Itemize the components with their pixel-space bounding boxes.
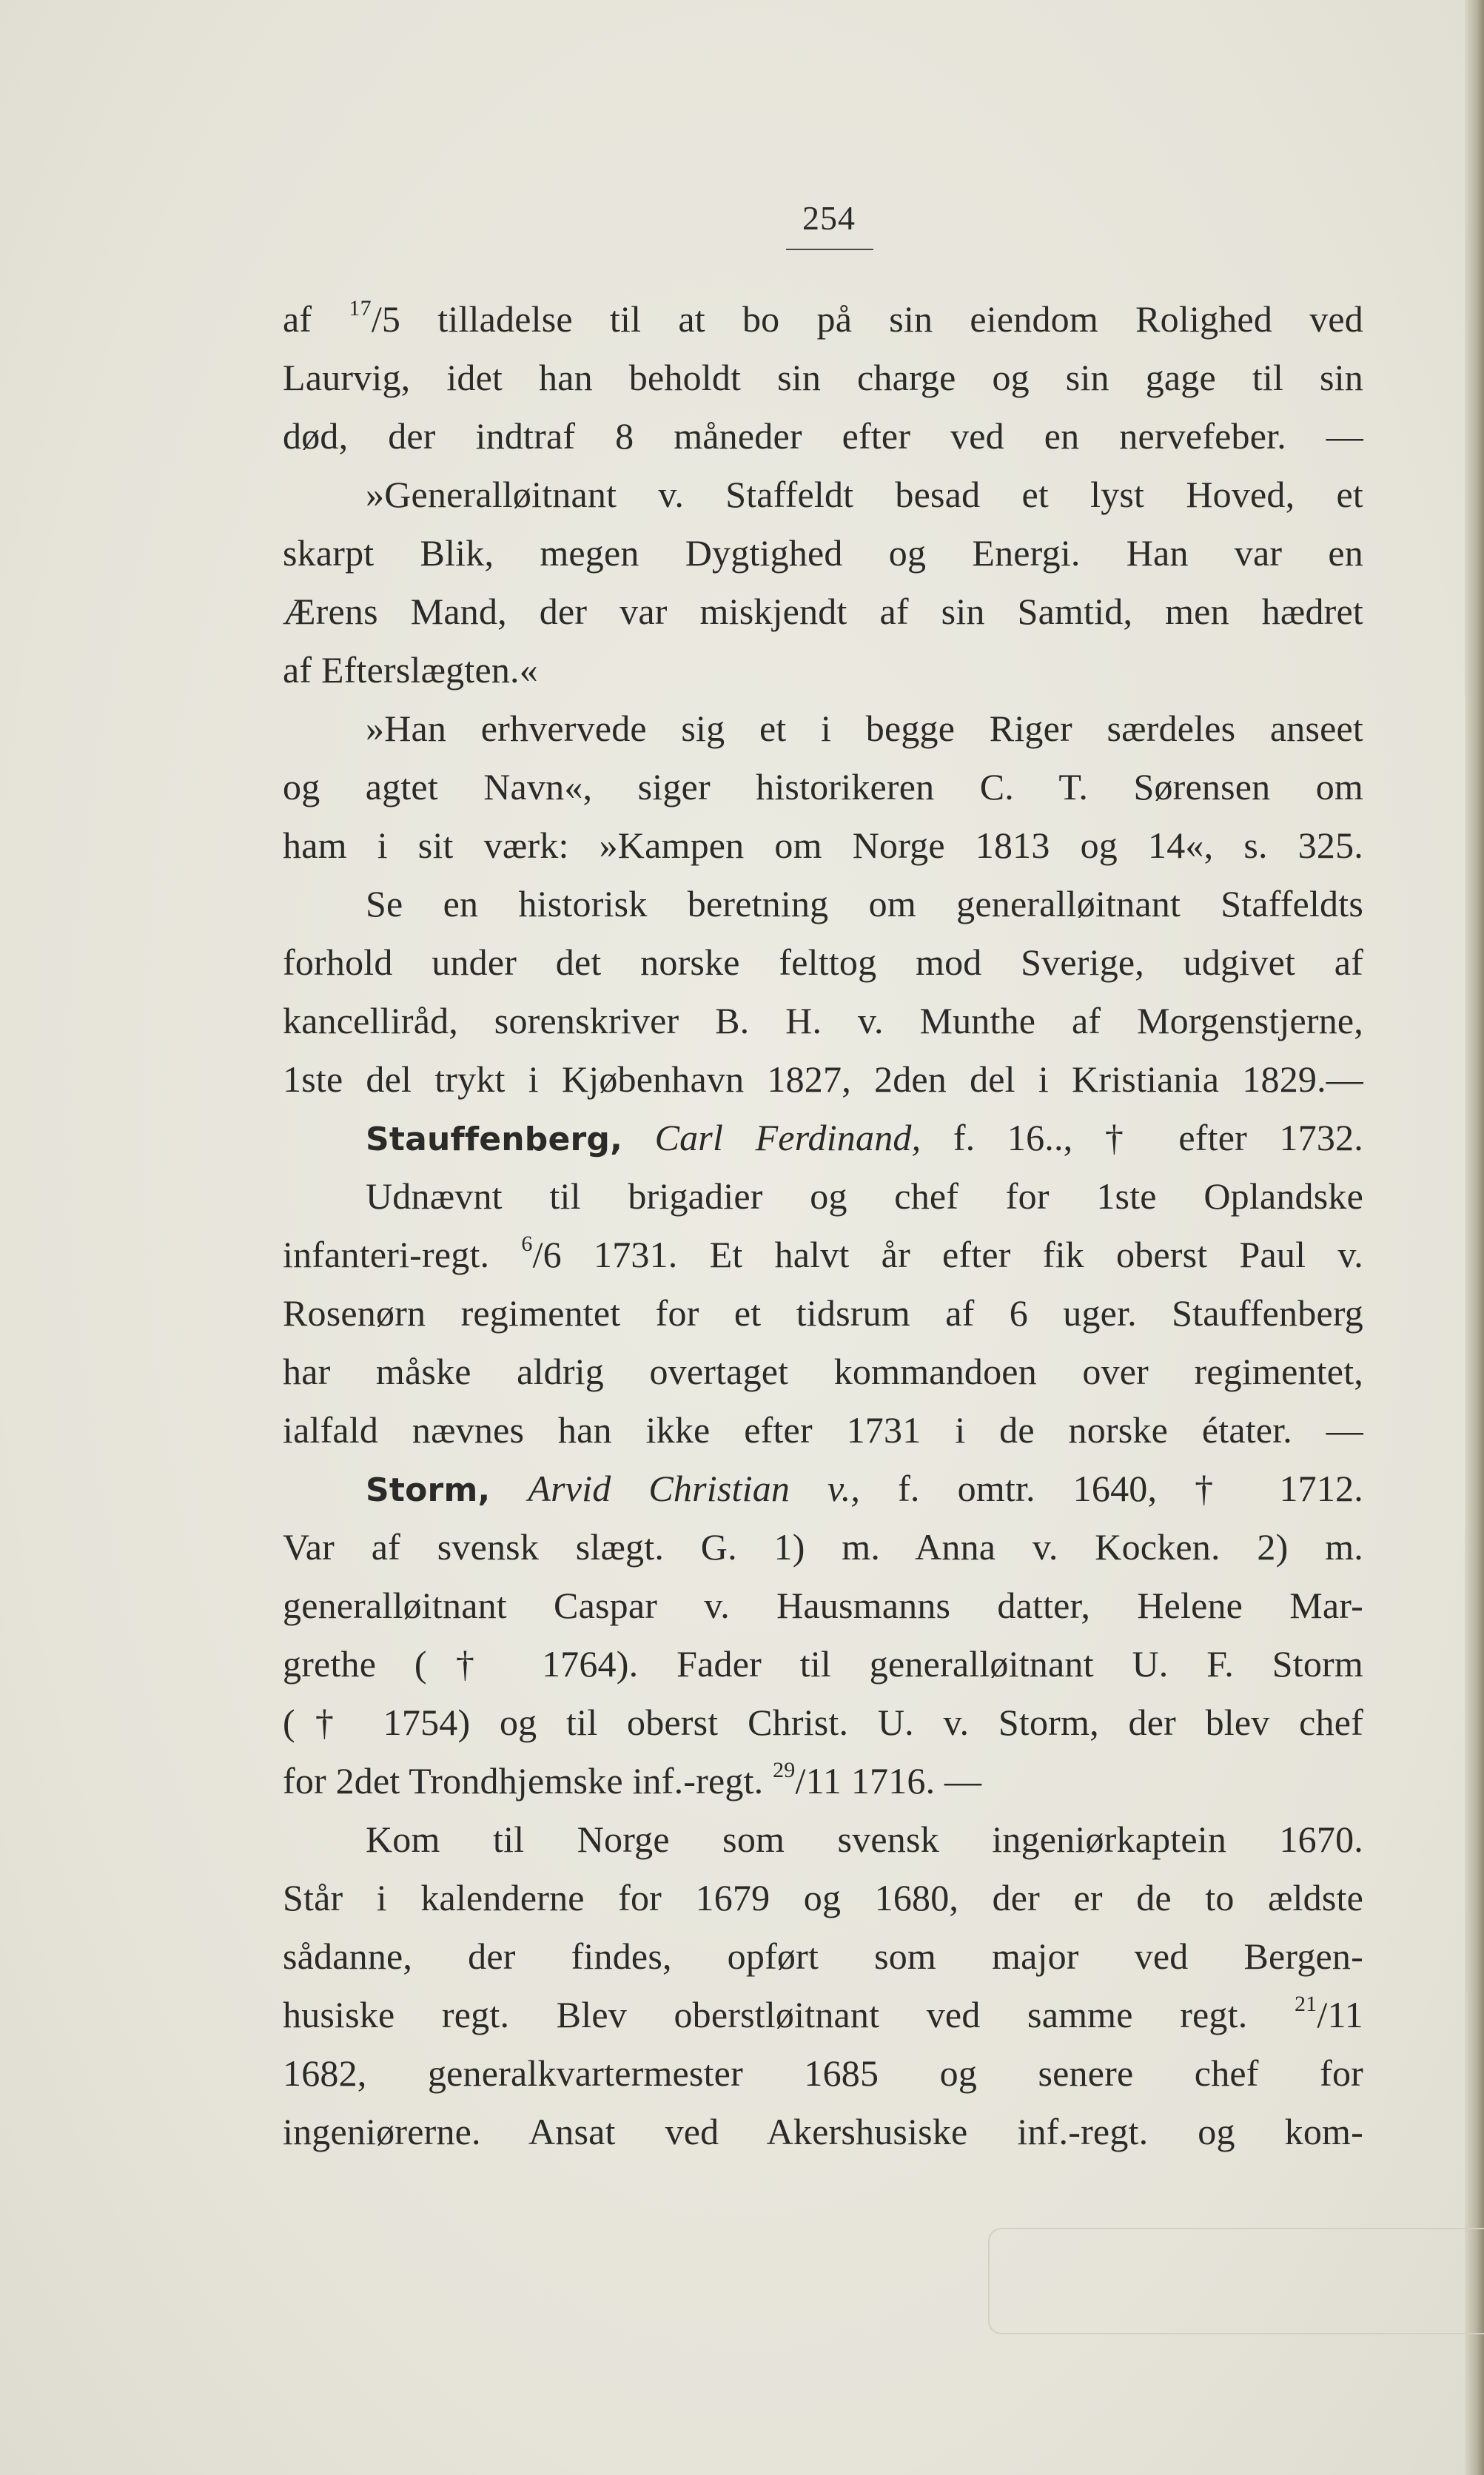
- text-line: Står i kalenderne for 1679 og 1680, der er de to ældste: [283, 1877, 1363, 1918]
- text-line: Udnævnt til brigadier og chef for 1ste Oplandske: [366, 1175, 1363, 1217]
- text-line: Se en historisk beretning om generalløitnant Staffeldts: [366, 883, 1363, 924]
- text-line: infanteri-regt. $^6$/6 1731. Et halvt år efter fik oberst Paul v.: [283, 1232, 1363, 1275]
- text-line: grethe († 1764). Fader til generalløitnant U. F. Storm: [283, 1643, 1363, 1685]
- text-line: Rosenørn regimentet for et tidsrum af 6 uger. Stauffenberg: [283, 1292, 1363, 1334]
- text-line: »Generalløitnant v. Staffeldt besad et lyst Hoved, et: [366, 474, 1363, 515]
- text-line: 1ste del trykt i Kjøbenhavn 1827, 2den del i Kristiania 1829.—: [283, 1058, 1363, 1100]
- bleed-through-frame: [988, 2228, 1484, 2334]
- text-line: for 2det Trondhjemske inf.-regt. $^{29}$/11 1716. —: [283, 1758, 982, 1801]
- body-text: [283, 290, 1363, 2161]
- text-line: husiske regt. Blev oberstløitnant ved samme regt. $^{21}$/11: [283, 1992, 1363, 2035]
- text-line: forhold under det norske felttog mod Sverige, udgivet af: [283, 941, 1363, 983]
- text-line: af $^{17}$/5 tilladelse til at bo på sin eiendom Rolighed ved: [283, 296, 1363, 340]
- text-line: død, der indtraf 8 måneder efter ved en nervefeber. —: [283, 415, 1363, 457]
- text-line: Kom til Norge som svensk ingeniørkaptein 1670.: [366, 1819, 1363, 1860]
- text-line: af Efterslægten.«: [283, 649, 538, 691]
- page-edge-shadow: [1465, 0, 1484, 2475]
- text-line: Laurvig, idet han beholdt sin charge og sin gage til sin: [283, 357, 1363, 398]
- page-number: 254: [802, 199, 856, 237]
- text-line: ham i sit værk: »Kampen om Norge 1813 og 14«, s. 325.: [283, 825, 1363, 866]
- text-line: skarpt Blik, megen Dygtighed og Energi. Han var en: [283, 532, 1363, 574]
- text-line: ingeniørerne. Ansat ved Akershusiske inf.-regt. og kom-: [283, 2111, 1363, 2152]
- text-line: Ærens Mand, der var miskjendt af sin Samtid, men hædret: [283, 591, 1363, 632]
- text-line: Var af svensk slægt. G. 1) m. Anna v. Kocken. 2) m.: [283, 1526, 1363, 1568]
- page-number-rule: [786, 249, 873, 250]
- text-line: 1682, generalkvartermester 1685 og senere chef for: [283, 2052, 1363, 2094]
- text-line: ialfald nævnes han ikke efter 1731 i de norske étater. —: [283, 1409, 1363, 1451]
- text-line: generalløitnant Caspar v. Hausmanns datter, Helene Mar-: [283, 1585, 1363, 1626]
- entry-heading-storm: Storm, Arvid Christian v., f. omtr. 1640, † 1712.: [366, 1468, 1363, 1509]
- text-line: og agtet Navn«, siger historikeren C. T. Sørensen om: [283, 766, 1363, 807]
- text-line: har måske aldrig overtaget kommandoen over regimentet,: [283, 1351, 1363, 1392]
- entry-heading-stauffenberg: Stauffenberg, Carl Ferdinand, f. 16.., † efter 1732.: [366, 1117, 1363, 1158]
- text-line: »Han erhvervede sig et i begge Riger særdeles anseet: [366, 708, 1363, 749]
- text-line: kancelliråd, sorenskriver B. H. v. Munthe af Morgenstjerne,: [283, 1000, 1363, 1041]
- text-line: sådanne, der findes, opført som major ved Bergen-: [283, 1935, 1363, 1977]
- text-line: († 1754) og til oberst Christ. U. v. Storm, der blev chef: [283, 1702, 1363, 1743]
